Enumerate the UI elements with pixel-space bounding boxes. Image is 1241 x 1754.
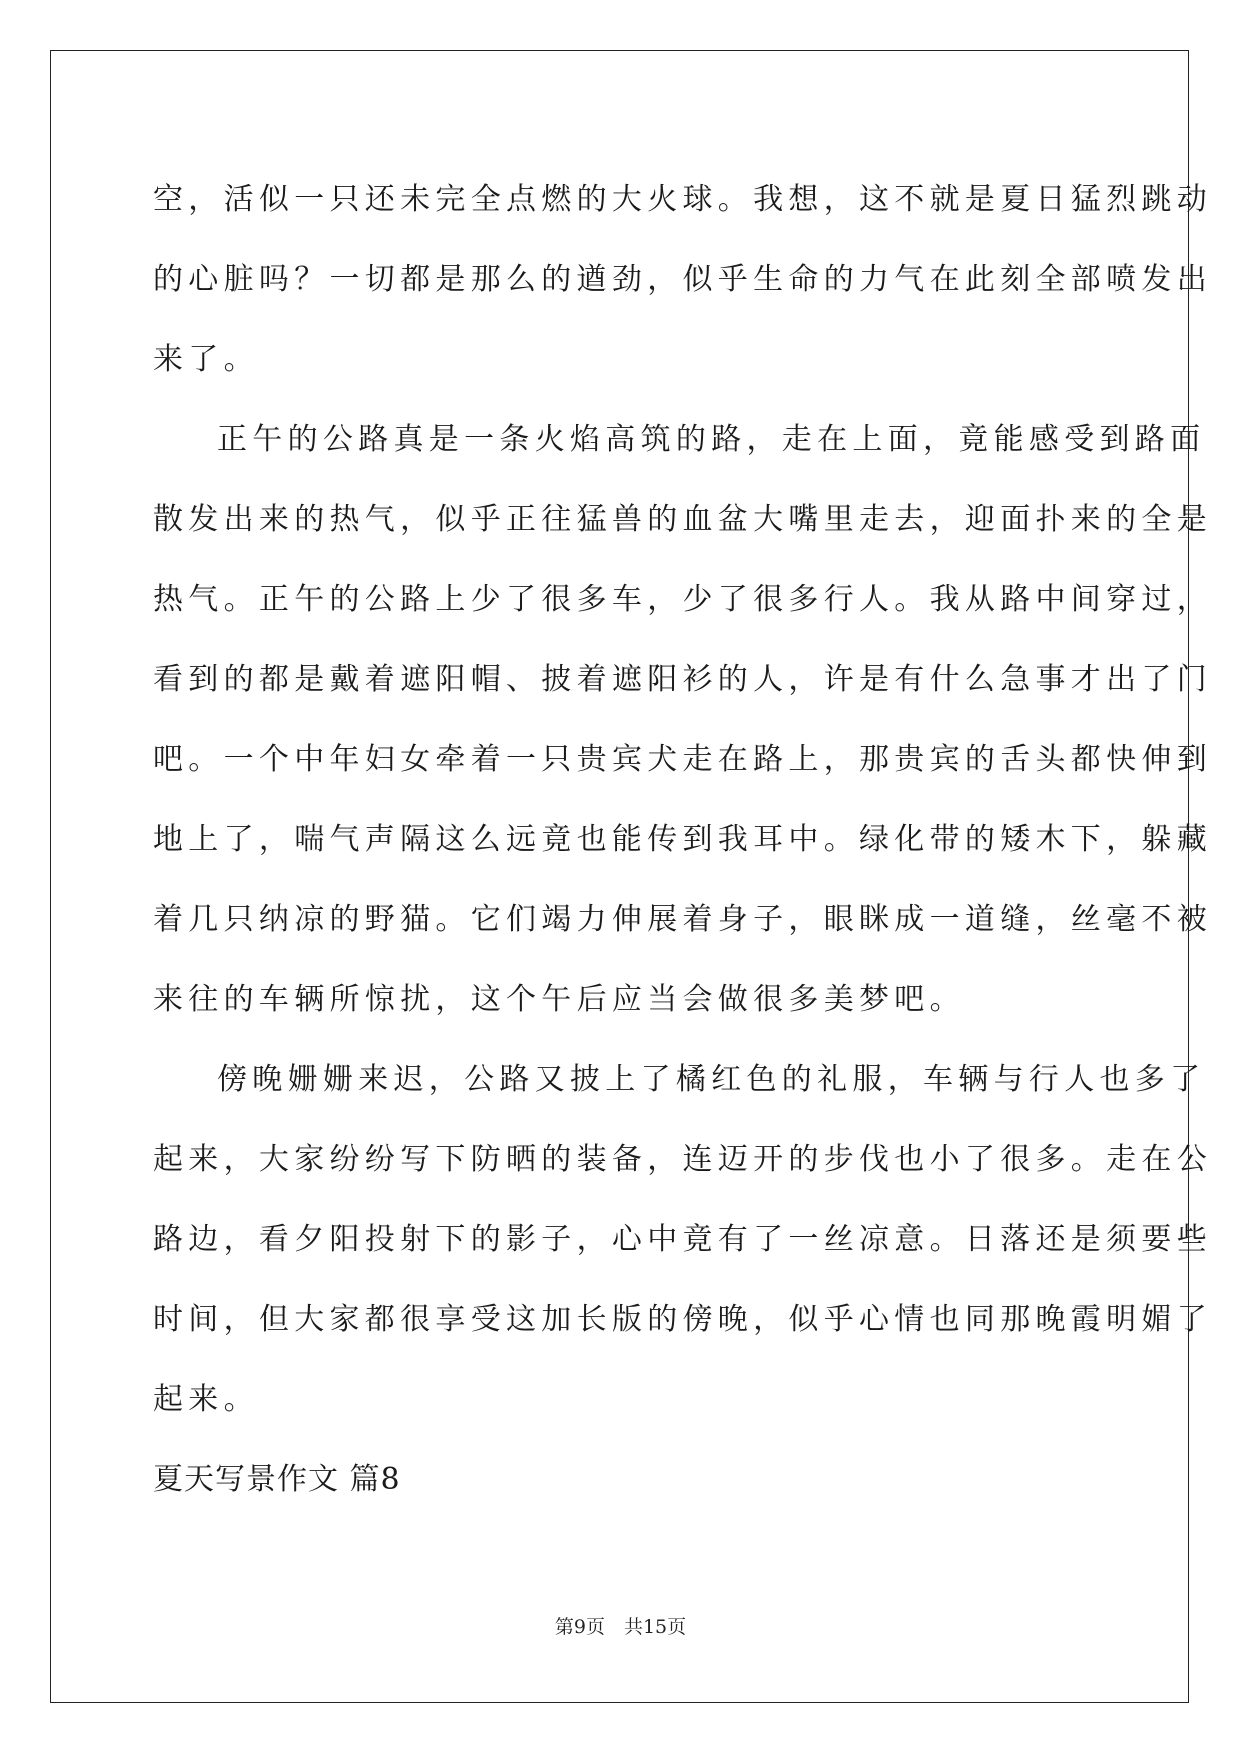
text-line-2: 的心脏吗？一切都是那么的遒劲，似乎生命的力气在此刻全部喷发出 <box>153 262 1212 297</box>
text-line-12: 傍晚姗姗来迟，公路又披上了橘红色的礼服，车辆与行人也多了 <box>217 1062 1206 1097</box>
text-line-1: 空，活似一只还未完全点燃的大火球。我想，这不就是夏日猛烈跳动 <box>153 182 1212 217</box>
text-line-8: 吧。一个中年妇女牵着一只贵宾犬走在路上，那贵宾的舌头都快伸到 <box>153 742 1212 777</box>
text-line-3: 来了。 <box>153 342 259 377</box>
text-line-9: 地上了，喘气声隔这么远竟也能传到我耳中。绿化带的矮木下，躲藏 <box>153 822 1212 857</box>
text-line-6: 热气。正午的公路上少了很多车，少了很多行人。我从路中间穿过， <box>153 582 1212 617</box>
text-line-5: 散发出来的热气，似乎正往猛兽的血盆大嘴里走去，迎面扑来的全是 <box>153 502 1212 537</box>
page-footer: 第9页 共15页 <box>554 1616 687 1638</box>
text-line-11: 来往的车辆所惊扰，这个午后应当会做很多美梦吧。 <box>153 982 965 1017</box>
text-line-16: 起来。 <box>153 1382 259 1417</box>
text-line-14: 路边，看夕阳投射下的影子，心中竟有了一丝凉意。日落还是须要些 <box>153 1222 1212 1257</box>
document-body <box>153 160 1212 1520</box>
text-line-13: 起来，大家纷纷写下防晒的装备，连迈开的步伐也小了很多。走在公 <box>153 1142 1212 1177</box>
text-line-4: 正午的公路真是一条火焰高筑的路，走在上面，竟能感受到路面 <box>217 422 1206 457</box>
section-heading: 夏天写景作文 篇8 <box>153 1462 401 1497</box>
text-line-10: 着几只纳凉的野猫。它们竭力伸展着身子，眼眯成一道缝，丝毫不被 <box>153 902 1212 937</box>
text-line-7: 看到的都是戴着遮阳帽、披着遮阳衫的人，许是有什么急事才出了门 <box>153 662 1212 697</box>
text-line-15: 时间，但大家都很享受这加长版的傍晚，似乎心情也同那晚霞明媚了 <box>153 1302 1212 1337</box>
